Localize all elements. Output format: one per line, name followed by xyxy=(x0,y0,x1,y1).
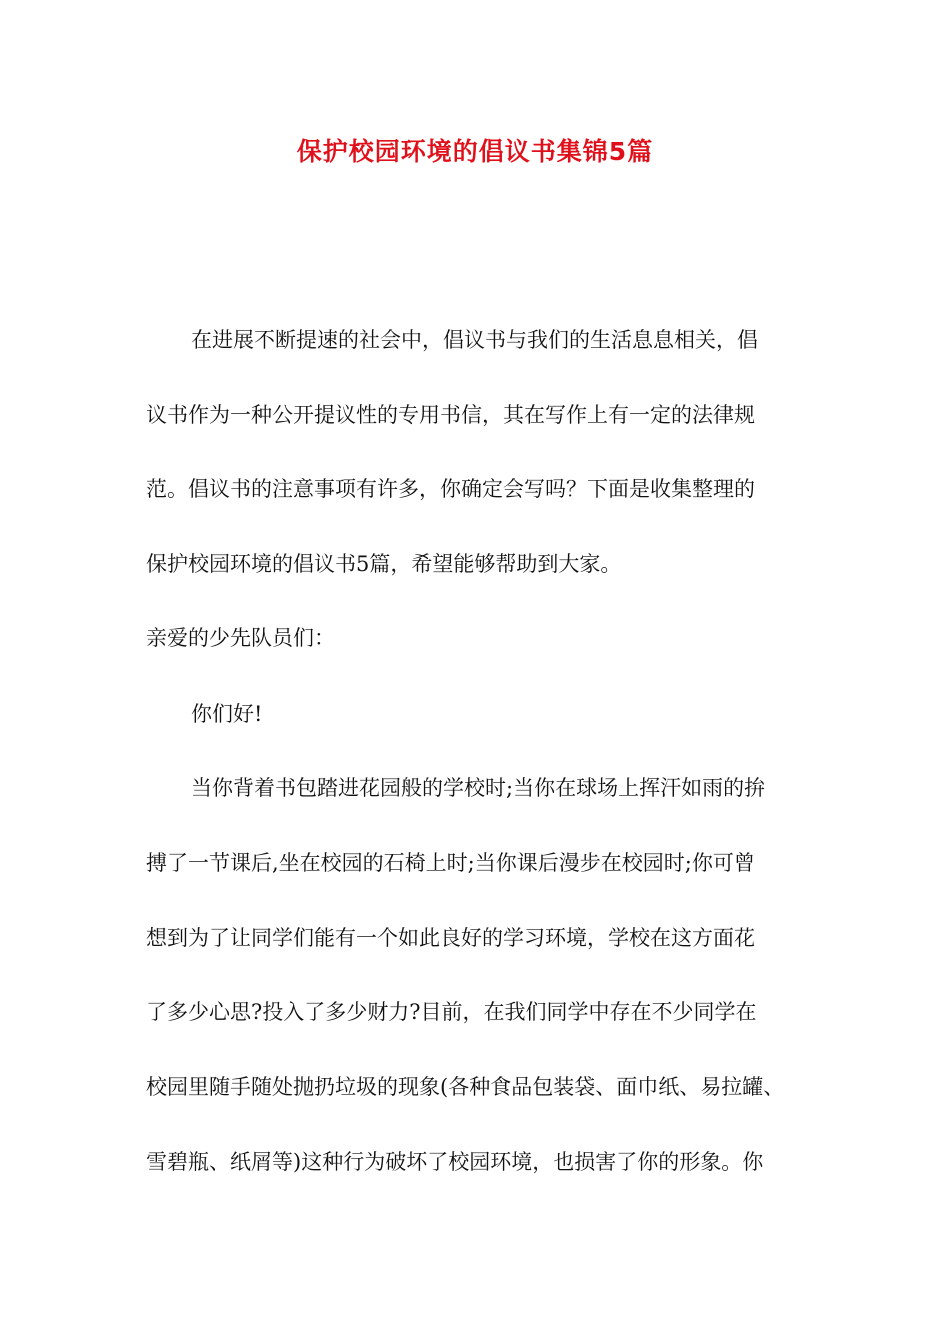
body-line-5: 校园里随手随处抛扔垃圾的现象(各种食品包装袋、面巾纸、易拉罐、 xyxy=(146,1075,785,1099)
body-line-4: 了多少心思?投入了多少财力?目前，在我们同学中存在不少同学在 xyxy=(146,1000,757,1024)
intro-line-4: 保护校园环境的倡议书5篇，希望能够帮助到大家。 xyxy=(146,552,622,576)
document-title: 保护校园环境的倡议书集锦5篇 xyxy=(296,137,654,166)
salutation: 亲爱的少先队员们： xyxy=(146,626,335,650)
body-line-2: 搏了一节课后,坐在校园的石椅上时;当你课后漫步在校园时;你可曾 xyxy=(146,851,755,875)
intro-line-3: 范。倡议书的注意事项有许多，你确定会写吗？下面是收集整理的 xyxy=(146,477,755,501)
greeting: 你们好! xyxy=(191,702,263,726)
intro-line-2: 议书作为一种公开提议性的专用书信，其在写作上有一定的法律规 xyxy=(146,403,755,427)
intro-line-1: 在进展不断提速的社会中，倡议书与我们的生活息息相关，倡 xyxy=(191,328,758,352)
body-line-6: 雪碧瓶、纸屑等)这种行为破坏了校园环境，也损害了你的形象。你 xyxy=(146,1150,764,1174)
body-line-1: 当你背着书包踏进花园般的学校时;当你在球场上挥汗如雨的拚 xyxy=(191,776,766,800)
body-line-3: 想到为了让同学们能有一个如此良好的学习环境，学校在这方面花 xyxy=(146,926,755,950)
